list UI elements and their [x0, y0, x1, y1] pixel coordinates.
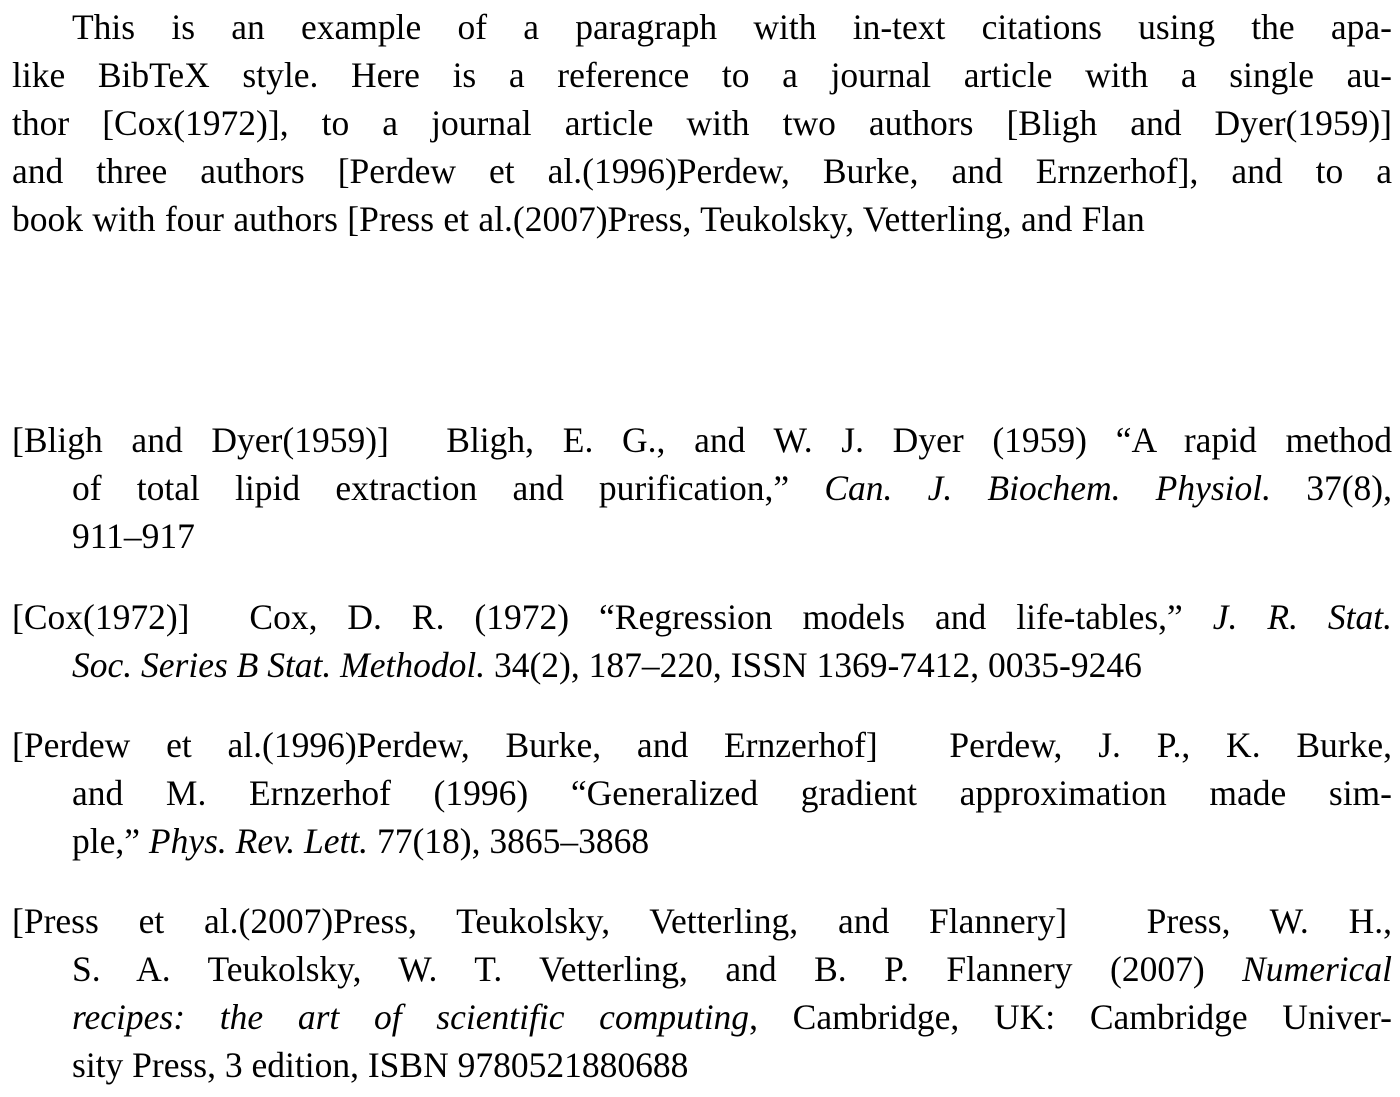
- paragraph-line: like BibTeX style. Here is a reference to a journal article with a single au-: [12, 55, 1392, 95]
- bib-entry-line: Soc. Series B Stat. Methodol. 34(2), 187–220, ISSN 1369-7412, 0035-9246: [72, 645, 1142, 685]
- journal-title: Phys. Rev. Lett.: [148, 821, 369, 861]
- bib-entry-line: of total lipid extraction and purification,” Can. J. Biochem. Physiol. 37(8),: [72, 468, 1392, 508]
- bib-entry-line: ple,” Phys. Rev. Lett. 77(18), 3865–3868: [72, 821, 650, 861]
- bib-entry-line: S. A. Teukolsky, W. T. Vetterling, and B. P. Flannery (2007) Numerical: [72, 949, 1392, 989]
- bib-entry-line: [Cox(1972)] Cox, D. R. (1972) “Regression models and life-tables,” J. R. Stat.: [12, 597, 1393, 637]
- book-title: recipes: the art of scientific computing: [72, 997, 750, 1037]
- book-title: Numerical: [1242, 949, 1392, 989]
- bib-label: [Perdew et al.(1996)Perdew, Burke, and Ernzerhof]: [12, 725, 878, 765]
- paragraph-line: book with four authors [Press et al.(2007)Press, Teukolsky, Vetterling, and Flan: [12, 199, 1145, 239]
- bib-entry-line: [Press et al.(2007)Press, Teukolsky, Vetterling, and Flannery] Press, W. H.,: [12, 901, 1392, 941]
- bib-entry-line: [Perdew et al.(1996)Perdew, Burke, and Ernzerhof] Perdew, J. P., K. Burke,: [12, 725, 1393, 765]
- bib-entry-line: [Bligh and Dyer(1959)] Bligh, E. G., and W. J. Dyer (1959) “A rapid method: [12, 420, 1392, 460]
- bib-entry-line: 911–917: [72, 516, 195, 556]
- bib-label: [Cox(1972)]: [12, 597, 190, 637]
- bib-label: [Bligh and Dyer(1959)]: [12, 420, 389, 460]
- journal-title: Soc. Series B Stat. Methodol.: [72, 645, 486, 685]
- bib-entry-line: sity Press, 3 edition, ISBN 9780521880688: [72, 1045, 689, 1085]
- paragraph-line: thor [Cox(1972)], to a journal article with two authors [Bligh and Dyer(1959)]: [12, 103, 1392, 143]
- bib-entry-line: and M. Ernzerhof (1996) “Generalized gradient approximation made sim-: [72, 773, 1392, 813]
- journal-title: Can. J. Biochem. Physiol.: [824, 468, 1272, 508]
- bib-entry-line: recipes: the art of scientific computing, Cambridge, UK: Cambridge Univer-: [72, 997, 1392, 1037]
- bib-label: [Press et al.(2007)Press, Teukolsky, Vetterling, and Flannery]: [12, 901, 1068, 941]
- paragraph-line: This is an example of a paragraph with in-text citations using the apa-: [72, 7, 1392, 47]
- journal-title: J. R. Stat.: [1212, 597, 1393, 637]
- paragraph-line: and three authors [Perdew et al.(1996)Perdew, Burke, and Ernzerhof], and to a: [12, 151, 1392, 191]
